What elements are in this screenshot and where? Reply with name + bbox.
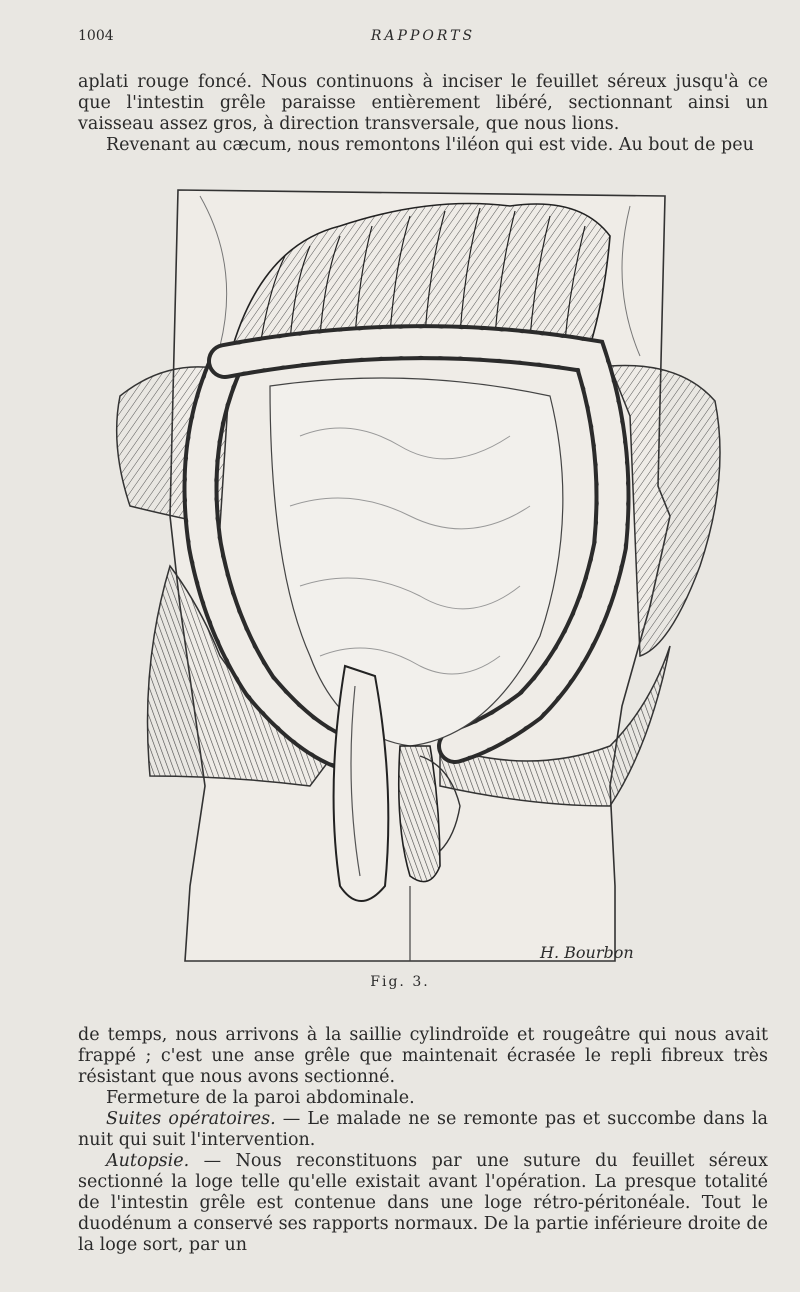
paragraph-2: Revenant au cæcum, nous remontons l'iléon qui est vide. Au bout de peu (106, 135, 754, 155)
paragraph-5 (78, 1109, 768, 1151)
section-label-suites: Suites opératoires. (106, 1109, 276, 1129)
paragraph-1: aplati rouge foncé. Nous continuons à inciser le feuillet séreux jusqu'à ce que l'intestin grêle paraisse entièrement libéré, sectionnant ainsi un vaisseau assez gros, à direction transversale, que nous lions. (78, 72, 768, 134)
paragraph-5-text: — Le malade ne se remonte pas et succombe dans la nuit qui suit l'intervention. (78, 1109, 768, 1150)
running-title: RAPPORTS (370, 28, 476, 44)
paragraph-3: de temps, nous arrivons à la saillie cylindroïde et rougeâtre qui nous avait frappé ; c'est une anse grêle que maintenait écrasée le repli fibreux très résistant que nous avons sectionné. (78, 1025, 768, 1087)
page-header (78, 28, 768, 52)
section-label-autopsie: Autopsie. (106, 1151, 190, 1171)
illustration-drawing (110, 186, 725, 966)
page-number: 1004 (78, 28, 114, 44)
paragraph-6 (78, 1151, 768, 1256)
paragraph-6-text: — Nous reconstituons par une suture du feuillet séreux sectionné la loge telle qu'elle existait avant l'opération. La presque totalité de l'intestin grêle est contenue dans une loge rétro-péritonéale. Tout le duodénum a conservé ses rapports normaux. De la partie inférieure droite de la loge sort, par un (78, 1151, 768, 1255)
artist-signature: H. Bourbon (540, 943, 634, 962)
paragraph-4: Fermeture de la paroi abdominale. (106, 1088, 415, 1108)
anatomical-illustration (110, 186, 725, 966)
figure-caption: Fig. 3. (370, 974, 430, 990)
